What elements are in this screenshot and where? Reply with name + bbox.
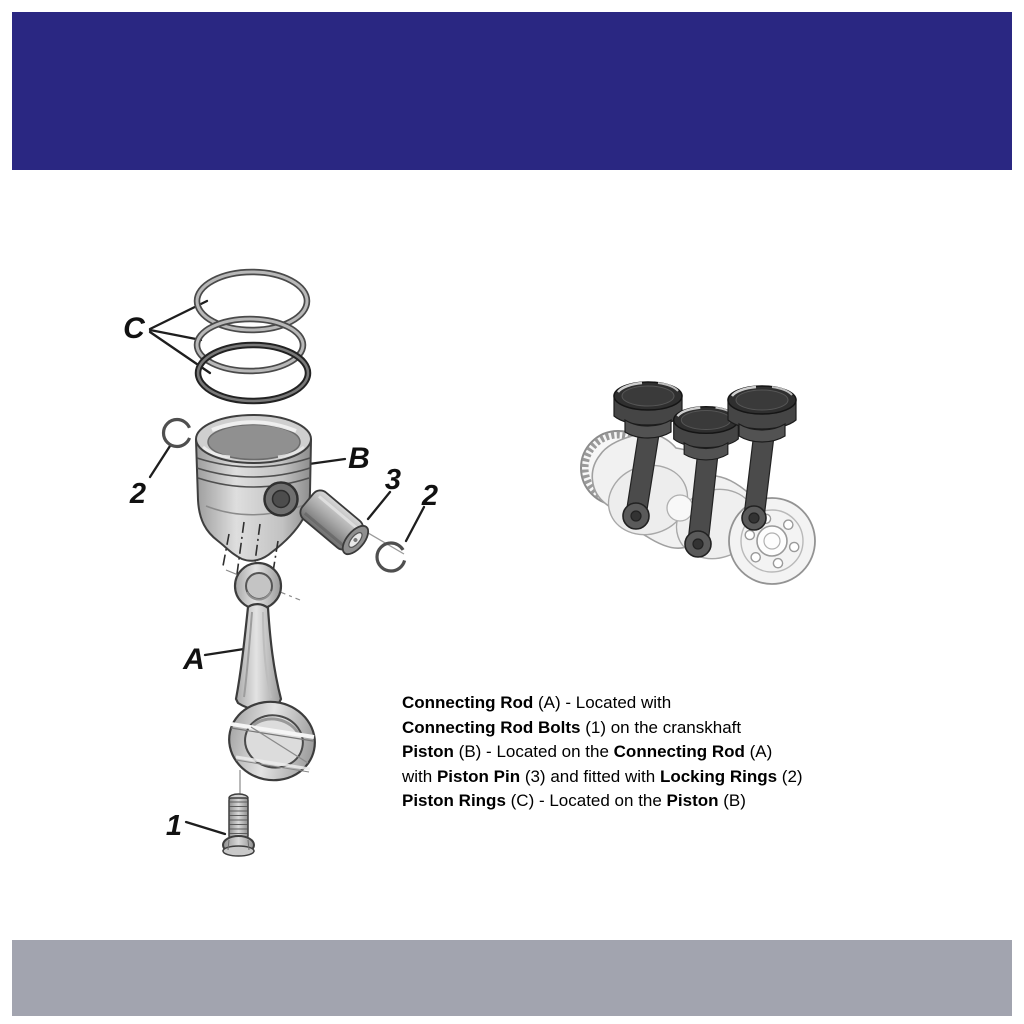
rod-beam <box>236 604 281 709</box>
description-line: Connecting Rod (A) - Located with <box>402 693 672 712</box>
description-line: with Piston Pin (3) and fitted with Locking Rings (2) <box>402 766 803 786</box>
leader-line-1 <box>186 822 225 834</box>
leader-line-2-left <box>150 446 170 477</box>
crankshaft-flange <box>729 498 815 584</box>
connecting-rod <box>222 563 322 788</box>
label-piston: B <box>348 442 370 475</box>
description-line: Piston Rings (C) - Located on the Piston (B) <box>402 791 746 811</box>
label-locking-ring-left: 2 <box>129 478 147 510</box>
rod-big-end <box>222 694 322 788</box>
label-connecting-rod: A <box>183 643 205 676</box>
leader-line-3 <box>368 492 390 519</box>
description-block <box>402 691 892 814</box>
leader-line-2-right <box>406 507 424 541</box>
label-piston-rings: C <box>123 312 145 345</box>
locking-ring-right <box>377 543 405 571</box>
label-locking-ring-right: 2 <box>421 480 439 512</box>
leader-line-a <box>205 649 244 655</box>
label-piston-pin: 3 <box>384 464 402 496</box>
connecting-rod-bolt <box>223 770 254 856</box>
description-line: Connecting Rod Bolts (1) on the cranskhaft <box>402 717 742 737</box>
piston <box>196 415 311 561</box>
leader-line-b <box>309 459 345 464</box>
locking-ring-left <box>164 420 191 447</box>
crankshaft-assembly-thumbnail <box>581 382 815 584</box>
label-connecting-rod-bolt: 1 <box>165 810 183 842</box>
thumbnail-piston-1 <box>614 382 682 438</box>
description-line: Piston (B) - Located on the Connecting Rod (A) <box>402 742 773 762</box>
piston-rings <box>197 272 308 401</box>
